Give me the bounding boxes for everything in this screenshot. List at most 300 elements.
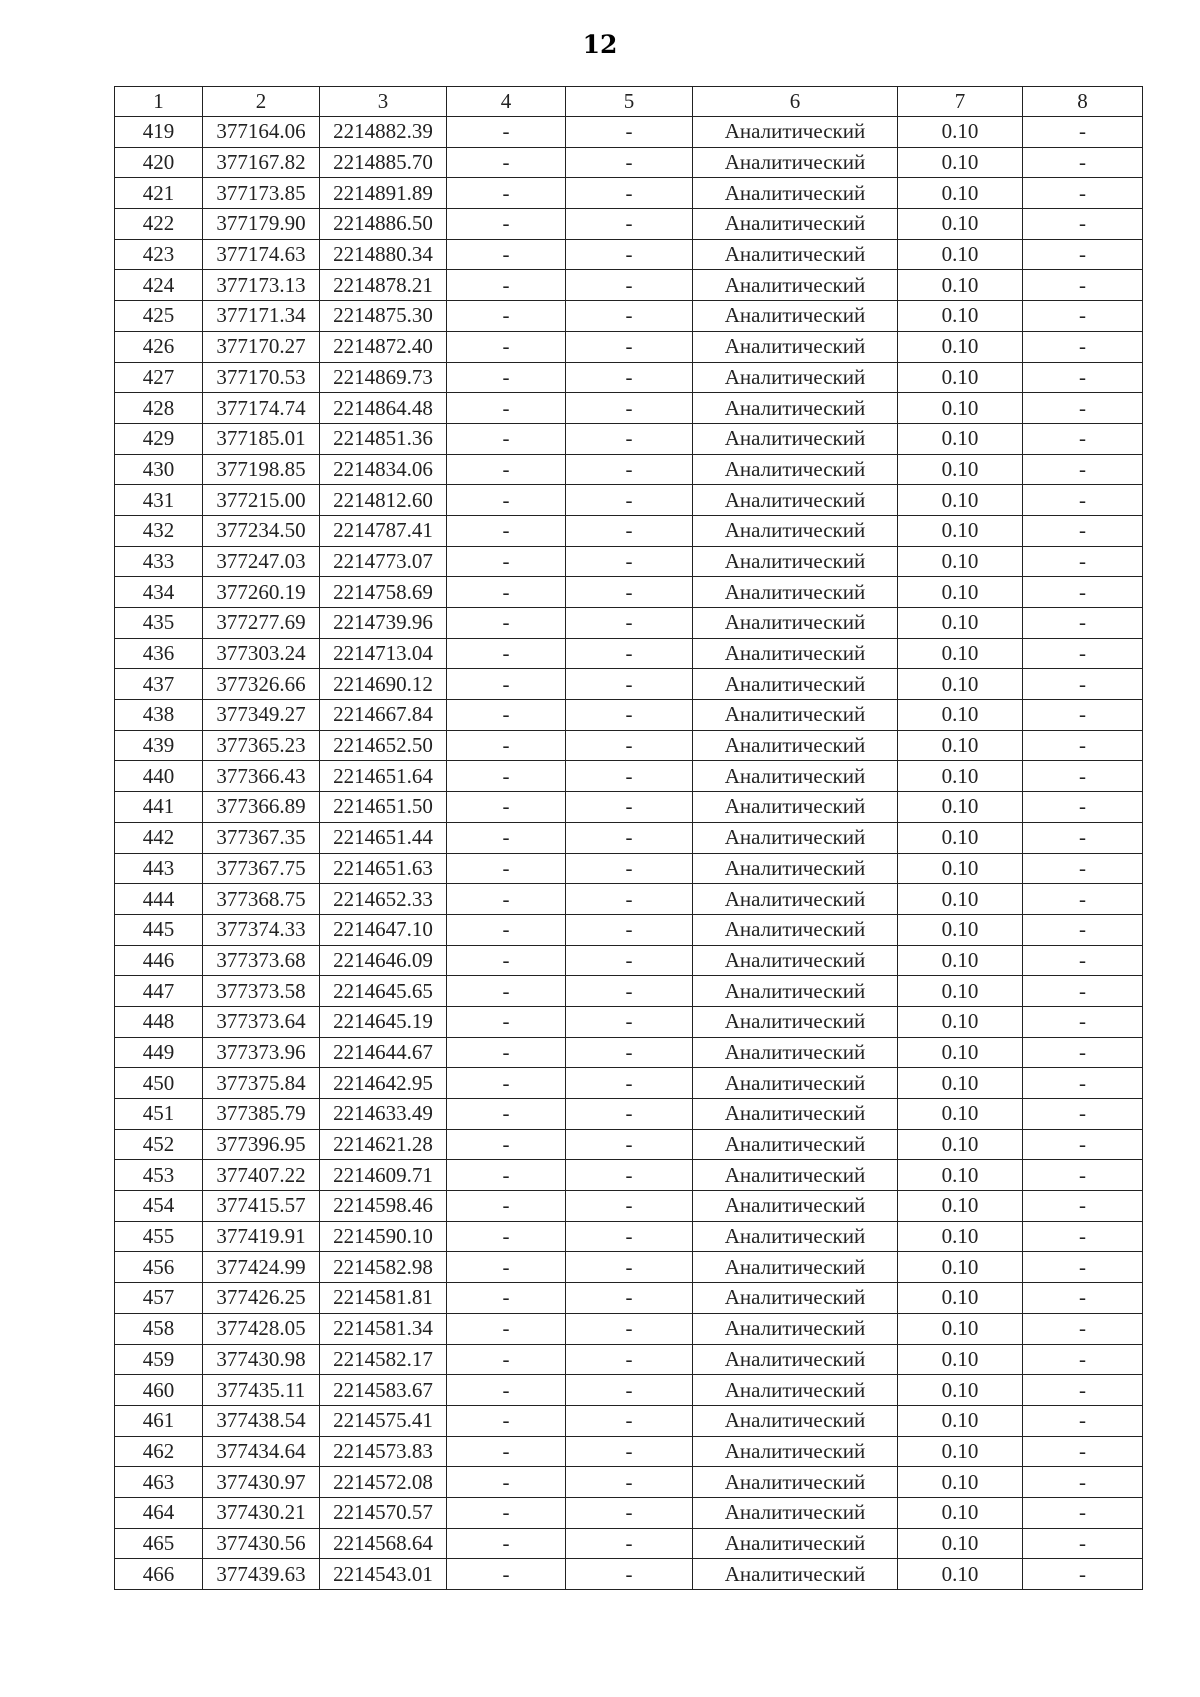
method-cell: Аналитический <box>693 761 898 792</box>
precision-cell: 0.10 <box>898 914 1023 945</box>
column-4-value-cell: - <box>447 546 566 577</box>
point-number-cell: 461 <box>115 1405 203 1436</box>
column-4-value-cell: - <box>447 1467 566 1498</box>
x-coordinate-cell: 377373.96 <box>203 1037 320 1068</box>
precision-cell: 0.10 <box>898 1497 1023 1528</box>
y-coordinate-cell: 2214583.67 <box>320 1375 447 1406</box>
y-coordinate-cell: 2214652.50 <box>320 730 447 761</box>
x-coordinate-cell: 377426.25 <box>203 1283 320 1314</box>
column-5-value-cell: - <box>566 914 693 945</box>
method-cell: Аналитический <box>693 822 898 853</box>
point-number-cell: 423 <box>115 239 203 270</box>
method-cell: Аналитический <box>693 1129 898 1160</box>
column-8-value-cell: - <box>1023 1313 1143 1344</box>
table-row <box>115 1436 1143 1467</box>
column-4-value-cell: - <box>447 608 566 639</box>
column-4-value-cell: - <box>447 1129 566 1160</box>
method-cell: Аналитический <box>693 853 898 884</box>
column-8-value-cell: - <box>1023 1252 1143 1283</box>
precision-cell: 0.10 <box>898 485 1023 516</box>
method-cell: Аналитический <box>693 1037 898 1068</box>
y-coordinate-cell: 2214651.64 <box>320 761 447 792</box>
x-coordinate-cell: 377171.34 <box>203 301 320 332</box>
column-4-value-cell: - <box>447 239 566 270</box>
y-coordinate-cell: 2214582.17 <box>320 1344 447 1375</box>
x-coordinate-cell: 377349.27 <box>203 700 320 731</box>
table-row <box>115 117 1143 148</box>
column-5-value-cell: - <box>566 331 693 362</box>
column-5-value-cell: - <box>566 1252 693 1283</box>
table-row <box>115 1559 1143 1590</box>
column-5-value-cell: - <box>566 884 693 915</box>
point-number-cell: 451 <box>115 1099 203 1130</box>
column-5-value-cell: - <box>566 853 693 884</box>
precision-cell: 0.10 <box>898 976 1023 1007</box>
precision-cell: 0.10 <box>898 270 1023 301</box>
precision-cell: 0.10 <box>898 1313 1023 1344</box>
table-row <box>115 976 1143 1007</box>
precision-cell: 0.10 <box>898 1559 1023 1590</box>
column-header-2: 2 <box>203 87 320 117</box>
table-row <box>115 270 1143 301</box>
column-8-value-cell: - <box>1023 638 1143 669</box>
column-header-8: 8 <box>1023 87 1143 117</box>
point-number-cell: 457 <box>115 1283 203 1314</box>
column-4-value-cell: - <box>447 331 566 362</box>
x-coordinate-cell: 377375.84 <box>203 1068 320 1099</box>
x-coordinate-cell: 377367.35 <box>203 822 320 853</box>
column-8-value-cell: - <box>1023 1467 1143 1498</box>
column-4-value-cell: - <box>447 976 566 1007</box>
point-number-cell: 462 <box>115 1436 203 1467</box>
column-4-value-cell: - <box>447 761 566 792</box>
precision-cell: 0.10 <box>898 301 1023 332</box>
precision-cell: 0.10 <box>898 822 1023 853</box>
column-5-value-cell: - <box>566 1221 693 1252</box>
table-row <box>115 1037 1143 1068</box>
table-row <box>115 608 1143 639</box>
table-row <box>115 1252 1143 1283</box>
column-4-value-cell: - <box>447 485 566 516</box>
column-8-value-cell: - <box>1023 485 1143 516</box>
precision-cell: 0.10 <box>898 884 1023 915</box>
method-cell: Аналитический <box>693 914 898 945</box>
method-cell: Аналитический <box>693 577 898 608</box>
y-coordinate-cell: 2214582.98 <box>320 1252 447 1283</box>
column-4-value-cell: - <box>447 393 566 424</box>
method-cell: Аналитический <box>693 1068 898 1099</box>
column-8-value-cell: - <box>1023 976 1143 1007</box>
column-5-value-cell: - <box>566 1559 693 1590</box>
column-8-value-cell: - <box>1023 147 1143 178</box>
table-row <box>115 1160 1143 1191</box>
page-number: 12 <box>582 30 618 59</box>
column-4-value-cell: - <box>447 853 566 884</box>
method-cell: Аналитический <box>693 638 898 669</box>
precision-cell: 0.10 <box>898 1068 1023 1099</box>
column-4-value-cell: - <box>447 362 566 393</box>
point-number-cell: 439 <box>115 730 203 761</box>
y-coordinate-cell: 2214739.96 <box>320 608 447 639</box>
column-4-value-cell: - <box>447 1221 566 1252</box>
column-8-value-cell: - <box>1023 1037 1143 1068</box>
column-8-value-cell: - <box>1023 209 1143 240</box>
column-4-value-cell: - <box>447 945 566 976</box>
precision-cell: 0.10 <box>898 1221 1023 1252</box>
column-5-value-cell: - <box>566 822 693 853</box>
column-5-value-cell: - <box>566 1467 693 1498</box>
x-coordinate-cell: 377179.90 <box>203 209 320 240</box>
column-4-value-cell: - <box>447 1099 566 1130</box>
point-number-cell: 427 <box>115 362 203 393</box>
method-cell: Аналитический <box>693 1559 898 1590</box>
x-coordinate-cell: 377170.27 <box>203 331 320 362</box>
x-coordinate-cell: 377277.69 <box>203 608 320 639</box>
table-row <box>115 454 1143 485</box>
method-cell: Аналитический <box>693 515 898 546</box>
column-8-value-cell: - <box>1023 1405 1143 1436</box>
point-number-cell: 448 <box>115 1006 203 1037</box>
column-4-value-cell: - <box>447 178 566 209</box>
column-5-value-cell: - <box>566 1497 693 1528</box>
y-coordinate-cell: 2214647.10 <box>320 914 447 945</box>
y-coordinate-cell: 2214773.07 <box>320 546 447 577</box>
column-5-value-cell: - <box>566 1528 693 1559</box>
column-5-value-cell: - <box>566 792 693 823</box>
column-4-value-cell: - <box>447 117 566 148</box>
method-cell: Аналитический <box>693 423 898 454</box>
column-4-value-cell: - <box>447 1006 566 1037</box>
column-4-value-cell: - <box>447 515 566 546</box>
table-row <box>115 393 1143 424</box>
precision-cell: 0.10 <box>898 546 1023 577</box>
table-row <box>115 945 1143 976</box>
column-8-value-cell: - <box>1023 1160 1143 1191</box>
y-coordinate-cell: 2214886.50 <box>320 209 447 240</box>
y-coordinate-cell: 2214651.44 <box>320 822 447 853</box>
column-8-value-cell: - <box>1023 1191 1143 1222</box>
point-number-cell: 422 <box>115 209 203 240</box>
column-4-value-cell: - <box>447 1160 566 1191</box>
x-coordinate-cell: 377366.43 <box>203 761 320 792</box>
column-8-value-cell: - <box>1023 792 1143 823</box>
column-5-value-cell: - <box>566 239 693 270</box>
method-cell: Аналитический <box>693 700 898 731</box>
y-coordinate-cell: 2214652.33 <box>320 884 447 915</box>
column-5-value-cell: - <box>566 761 693 792</box>
column-4-value-cell: - <box>447 270 566 301</box>
y-coordinate-cell: 2214880.34 <box>320 239 447 270</box>
column-5-value-cell: - <box>566 209 693 240</box>
x-coordinate-cell: 377174.63 <box>203 239 320 270</box>
column-header-4: 4 <box>447 87 566 117</box>
y-coordinate-cell: 2214543.01 <box>320 1559 447 1590</box>
y-coordinate-cell: 2214642.95 <box>320 1068 447 1099</box>
point-number-cell: 445 <box>115 914 203 945</box>
y-coordinate-cell: 2214646.09 <box>320 945 447 976</box>
y-coordinate-cell: 2214598.46 <box>320 1191 447 1222</box>
precision-cell: 0.10 <box>898 393 1023 424</box>
y-coordinate-cell: 2214872.40 <box>320 331 447 362</box>
method-cell: Аналитический <box>693 1405 898 1436</box>
table-row <box>115 1528 1143 1559</box>
point-number-cell: 421 <box>115 178 203 209</box>
column-8-value-cell: - <box>1023 1006 1143 1037</box>
column-8-value-cell: - <box>1023 1221 1143 1252</box>
precision-cell: 0.10 <box>898 1037 1023 1068</box>
column-8-value-cell: - <box>1023 1559 1143 1590</box>
point-number-cell: 419 <box>115 117 203 148</box>
table-row <box>115 638 1143 669</box>
x-coordinate-cell: 377438.54 <box>203 1405 320 1436</box>
point-number-cell: 460 <box>115 1375 203 1406</box>
column-5-value-cell: - <box>566 1037 693 1068</box>
column-5-value-cell: - <box>566 945 693 976</box>
x-coordinate-cell: 377164.06 <box>203 117 320 148</box>
column-4-value-cell: - <box>447 792 566 823</box>
x-coordinate-cell: 377415.57 <box>203 1191 320 1222</box>
table-row <box>115 546 1143 577</box>
column-4-value-cell: - <box>447 638 566 669</box>
column-header-7: 7 <box>898 87 1023 117</box>
table-row <box>115 1375 1143 1406</box>
point-number-cell: 443 <box>115 853 203 884</box>
x-coordinate-cell: 377173.85 <box>203 178 320 209</box>
precision-cell: 0.10 <box>898 761 1023 792</box>
column-5-value-cell: - <box>566 1436 693 1467</box>
column-4-value-cell: - <box>447 1344 566 1375</box>
y-coordinate-cell: 2214864.48 <box>320 393 447 424</box>
table-row <box>115 1129 1143 1160</box>
x-coordinate-cell: 377326.66 <box>203 669 320 700</box>
y-coordinate-cell: 2214590.10 <box>320 1221 447 1252</box>
table-row <box>115 331 1143 362</box>
table-row <box>115 1221 1143 1252</box>
x-coordinate-cell: 377385.79 <box>203 1099 320 1130</box>
y-coordinate-cell: 2214713.04 <box>320 638 447 669</box>
point-number-cell: 441 <box>115 792 203 823</box>
table-row <box>115 700 1143 731</box>
column-5-value-cell: - <box>566 1129 693 1160</box>
column-4-value-cell: - <box>447 1497 566 1528</box>
precision-cell: 0.10 <box>898 1375 1023 1406</box>
column-5-value-cell: - <box>566 1283 693 1314</box>
x-coordinate-cell: 377170.53 <box>203 362 320 393</box>
column-8-value-cell: - <box>1023 454 1143 485</box>
point-number-cell: 464 <box>115 1497 203 1528</box>
y-coordinate-cell: 2214885.70 <box>320 147 447 178</box>
y-coordinate-cell: 2214573.83 <box>320 1436 447 1467</box>
column-4-value-cell: - <box>447 1405 566 1436</box>
method-cell: Аналитический <box>693 362 898 393</box>
point-number-cell: 453 <box>115 1160 203 1191</box>
column-4-value-cell: - <box>447 301 566 332</box>
x-coordinate-cell: 377234.50 <box>203 515 320 546</box>
column-header-6: 6 <box>693 87 898 117</box>
y-coordinate-cell: 2214869.73 <box>320 362 447 393</box>
y-coordinate-cell: 2214758.69 <box>320 577 447 608</box>
y-coordinate-cell: 2214609.71 <box>320 1160 447 1191</box>
column-4-value-cell: - <box>447 669 566 700</box>
method-cell: Аналитический <box>693 976 898 1007</box>
method-cell: Аналитический <box>693 884 898 915</box>
y-coordinate-cell: 2214645.65 <box>320 976 447 1007</box>
column-5-value-cell: - <box>566 1160 693 1191</box>
precision-cell: 0.10 <box>898 178 1023 209</box>
table-row <box>115 1497 1143 1528</box>
x-coordinate-cell: 377185.01 <box>203 423 320 454</box>
column-8-value-cell: - <box>1023 301 1143 332</box>
y-coordinate-cell: 2214644.67 <box>320 1037 447 1068</box>
precision-cell: 0.10 <box>898 669 1023 700</box>
column-8-value-cell: - <box>1023 914 1143 945</box>
precision-cell: 0.10 <box>898 1436 1023 1467</box>
point-number-cell: 446 <box>115 945 203 976</box>
column-8-value-cell: - <box>1023 1129 1143 1160</box>
column-header-5: 5 <box>566 87 693 117</box>
method-cell: Аналитический <box>693 1436 898 1467</box>
coordinates-table <box>114 86 1143 1590</box>
column-4-value-cell: - <box>447 700 566 731</box>
x-coordinate-cell: 377373.64 <box>203 1006 320 1037</box>
column-5-value-cell: - <box>566 1344 693 1375</box>
column-4-value-cell: - <box>447 914 566 945</box>
point-number-cell: 431 <box>115 485 203 516</box>
column-8-value-cell: - <box>1023 853 1143 884</box>
precision-cell: 0.10 <box>898 1006 1023 1037</box>
method-cell: Аналитический <box>693 485 898 516</box>
x-coordinate-cell: 377430.21 <box>203 1497 320 1528</box>
column-8-value-cell: - <box>1023 1283 1143 1314</box>
method-cell: Аналитический <box>693 945 898 976</box>
x-coordinate-cell: 377303.24 <box>203 638 320 669</box>
y-coordinate-cell: 2214667.84 <box>320 700 447 731</box>
table-row <box>115 1099 1143 1130</box>
point-number-cell: 420 <box>115 147 203 178</box>
x-coordinate-cell: 377430.98 <box>203 1344 320 1375</box>
precision-cell: 0.10 <box>898 1283 1023 1314</box>
point-number-cell: 424 <box>115 270 203 301</box>
x-coordinate-cell: 377365.23 <box>203 730 320 761</box>
table-row <box>115 914 1143 945</box>
column-5-value-cell: - <box>566 515 693 546</box>
column-4-value-cell: - <box>447 209 566 240</box>
y-coordinate-cell: 2214570.57 <box>320 1497 447 1528</box>
x-coordinate-cell: 377373.68 <box>203 945 320 976</box>
column-8-value-cell: - <box>1023 117 1143 148</box>
point-number-cell: 454 <box>115 1191 203 1222</box>
x-coordinate-cell: 377368.75 <box>203 884 320 915</box>
x-coordinate-cell: 377167.82 <box>203 147 320 178</box>
table-row <box>115 884 1143 915</box>
y-coordinate-cell: 2214812.60 <box>320 485 447 516</box>
x-coordinate-cell: 377424.99 <box>203 1252 320 1283</box>
column-8-value-cell: - <box>1023 1436 1143 1467</box>
column-5-value-cell: - <box>566 1313 693 1344</box>
method-cell: Аналитический <box>693 1528 898 1559</box>
method-cell: Аналитический <box>693 393 898 424</box>
precision-cell: 0.10 <box>898 239 1023 270</box>
column-8-value-cell: - <box>1023 515 1143 546</box>
y-coordinate-cell: 2214572.08 <box>320 1467 447 1498</box>
method-cell: Аналитический <box>693 147 898 178</box>
precision-cell: 0.10 <box>898 608 1023 639</box>
table-row <box>115 730 1143 761</box>
precision-cell: 0.10 <box>898 1252 1023 1283</box>
point-number-cell: 447 <box>115 976 203 1007</box>
column-4-value-cell: - <box>447 423 566 454</box>
table-row <box>115 669 1143 700</box>
column-4-value-cell: - <box>447 730 566 761</box>
y-coordinate-cell: 2214878.21 <box>320 270 447 301</box>
column-5-value-cell: - <box>566 1375 693 1406</box>
point-number-cell: 429 <box>115 423 203 454</box>
precision-cell: 0.10 <box>898 1405 1023 1436</box>
x-coordinate-cell: 377434.64 <box>203 1436 320 1467</box>
point-number-cell: 434 <box>115 577 203 608</box>
column-8-value-cell: - <box>1023 393 1143 424</box>
x-coordinate-cell: 377374.33 <box>203 914 320 945</box>
column-4-value-cell: - <box>447 1191 566 1222</box>
point-number-cell: 428 <box>115 393 203 424</box>
x-coordinate-cell: 377430.97 <box>203 1467 320 1498</box>
column-4-value-cell: - <box>447 1283 566 1314</box>
column-8-value-cell: - <box>1023 730 1143 761</box>
precision-cell: 0.10 <box>898 1528 1023 1559</box>
method-cell: Аналитический <box>693 209 898 240</box>
point-number-cell: 466 <box>115 1559 203 1590</box>
method-cell: Аналитический <box>693 546 898 577</box>
method-cell: Аналитический <box>693 1221 898 1252</box>
column-4-value-cell: - <box>447 1068 566 1099</box>
column-4-value-cell: - <box>447 1313 566 1344</box>
column-5-value-cell: - <box>566 1099 693 1130</box>
column-5-value-cell: - <box>566 117 693 148</box>
point-number-cell: 436 <box>115 638 203 669</box>
precision-cell: 0.10 <box>898 853 1023 884</box>
column-8-value-cell: - <box>1023 546 1143 577</box>
x-coordinate-cell: 377366.89 <box>203 792 320 823</box>
method-cell: Аналитический <box>693 730 898 761</box>
column-4-value-cell: - <box>447 1559 566 1590</box>
table-row <box>115 1313 1143 1344</box>
column-4-value-cell: - <box>447 884 566 915</box>
column-5-value-cell: - <box>566 976 693 1007</box>
method-cell: Аналитический <box>693 669 898 700</box>
point-number-cell: 465 <box>115 1528 203 1559</box>
table-row <box>115 1344 1143 1375</box>
point-number-cell: 433 <box>115 546 203 577</box>
point-number-cell: 442 <box>115 822 203 853</box>
table-row <box>115 1191 1143 1222</box>
column-5-value-cell: - <box>566 608 693 639</box>
precision-cell: 0.10 <box>898 147 1023 178</box>
method-cell: Аналитический <box>693 454 898 485</box>
column-header-3: 3 <box>320 87 447 117</box>
column-5-value-cell: - <box>566 362 693 393</box>
table-row <box>115 577 1143 608</box>
method-cell: Аналитический <box>693 1344 898 1375</box>
column-8-value-cell: - <box>1023 669 1143 700</box>
method-cell: Аналитический <box>693 178 898 209</box>
column-4-value-cell: - <box>447 577 566 608</box>
y-coordinate-cell: 2214851.36 <box>320 423 447 454</box>
x-coordinate-cell: 377419.91 <box>203 1221 320 1252</box>
precision-cell: 0.10 <box>898 454 1023 485</box>
column-5-value-cell: - <box>566 1006 693 1037</box>
method-cell: Аналитический <box>693 331 898 362</box>
point-number-cell: 438 <box>115 700 203 731</box>
